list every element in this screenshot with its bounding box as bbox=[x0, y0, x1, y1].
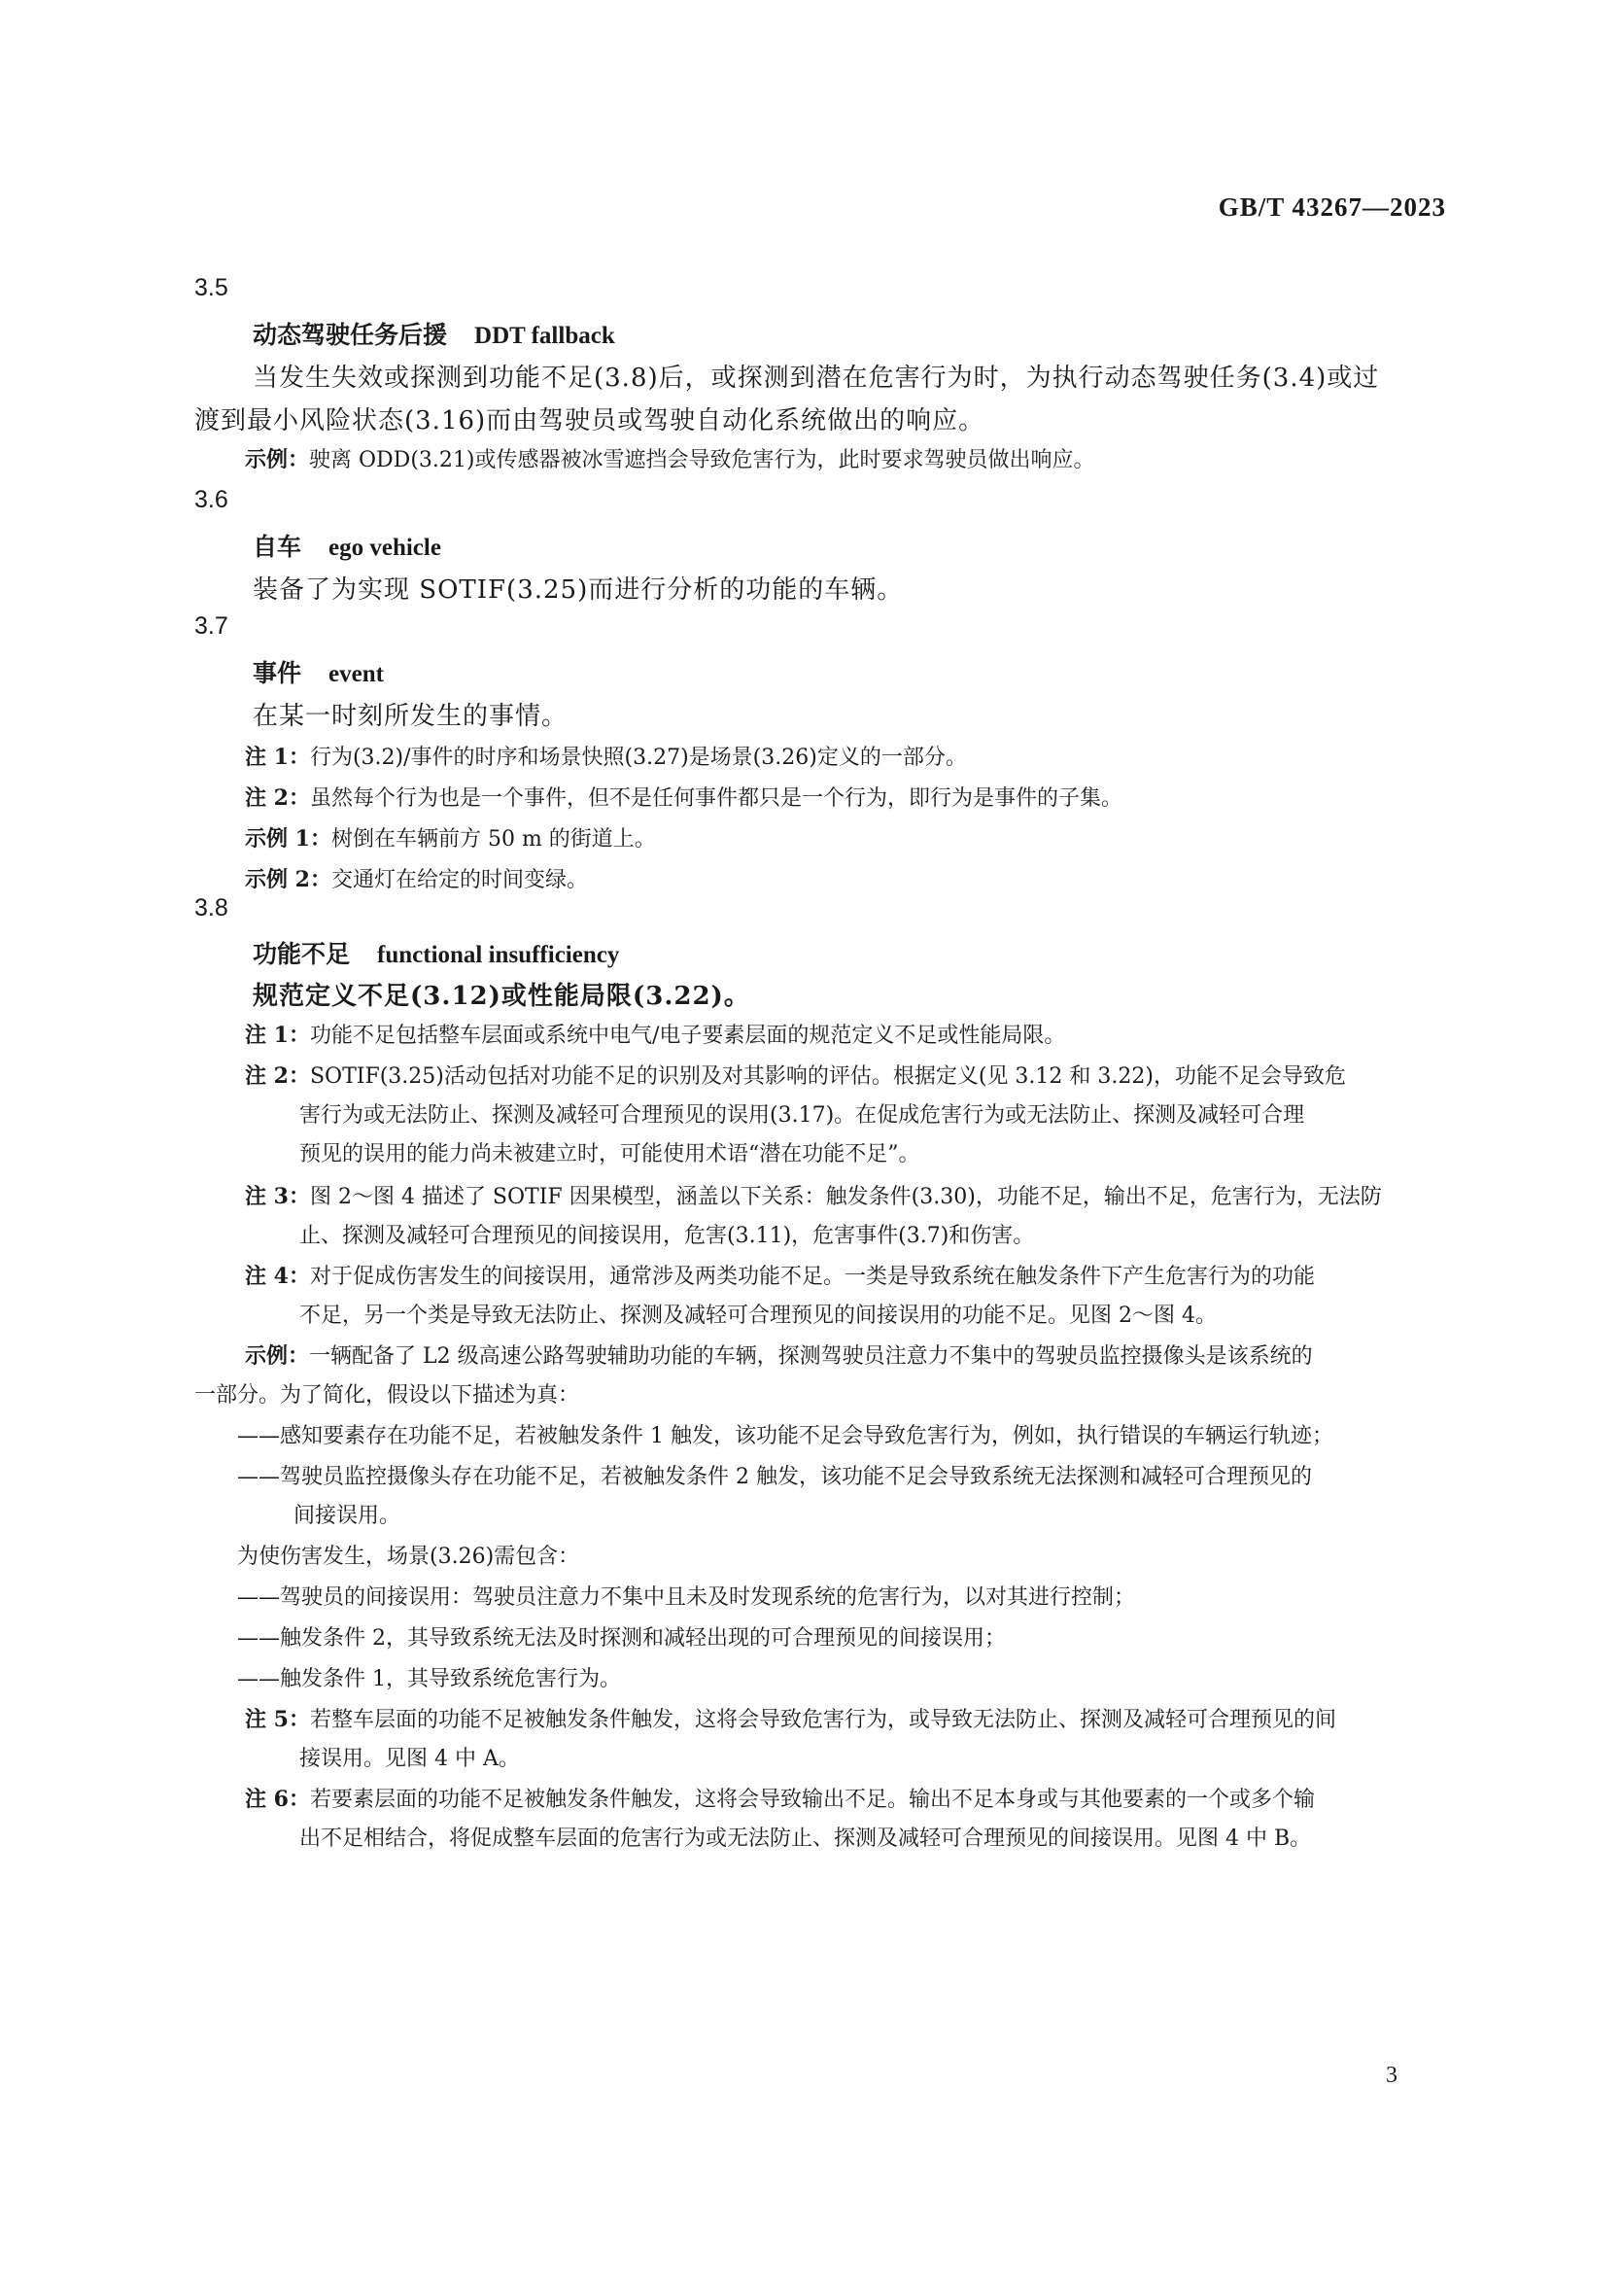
note-text: 若要素层面的功能不足被触发条件触发，这将会导致输出不足。输出不足本身或与其他要素的一个或多个输 bbox=[309, 1788, 1315, 1812]
definition-line: 当发生失效或探测到功能不足(3.8)后，或探测到潜在危害行为时，为执行动态驾驶任务(3.4)或过 bbox=[253, 364, 1380, 393]
clause-number: 3.6 bbox=[194, 486, 228, 513]
note-text: 预见的误用的能力尚未被建立时，可能使用术语“潜在功能不足”。 bbox=[299, 1142, 920, 1166]
term-cn: 功能不足 bbox=[253, 940, 351, 968]
note-text: 接误用。见图 4 中 A。 bbox=[299, 1747, 520, 1771]
term-en: DDT fallback bbox=[474, 323, 615, 349]
note-text: 一辆配备了 L2 级高速公路驾驶辅助功能的车辆，探测驾驶员注意力不集中的驾驶员监控摄像头是该系统的 bbox=[309, 1344, 1313, 1369]
note-label: 注 6： bbox=[245, 1787, 310, 1812]
definition-line: 装备了为实现 SOTIF(3.25)而进行分析的功能的车辆。 bbox=[253, 575, 904, 605]
term-heading bbox=[253, 935, 619, 970]
term-en: ego vehicle bbox=[328, 535, 441, 561]
note bbox=[245, 1180, 1382, 1210]
list-item: ——驾驶员的间接误用：驾驶员注意力不集中且未及时发现系统的危害行为，以对其进行控制； bbox=[237, 1585, 1136, 1610]
term-heading bbox=[253, 316, 615, 351]
term-en: functional insufficiency bbox=[377, 942, 620, 968]
note-text: 止、探测及减轻可合理预见的间接误用，危害(3.11)，危害事件(3.7)和伤害。 bbox=[299, 1224, 1035, 1248]
note-text: 为使伤害发生，场景(3.26)需包含： bbox=[237, 1545, 580, 1569]
note-label: 示例： bbox=[245, 1343, 310, 1369]
note-label: 注 5： bbox=[245, 1707, 310, 1732]
note-label: 示例 2： bbox=[245, 867, 331, 892]
term-cn: 动态驾驶任务后援 bbox=[253, 321, 448, 349]
note-text: 交通灯在给定的时间变绿。 bbox=[330, 868, 588, 892]
note-text: SOTIF(3.25)活动包括对功能不足的识别及对其影响的评估。根据定义(见 3.12 和 3.22)，功能不足会导致危 bbox=[309, 1064, 1346, 1089]
note bbox=[245, 1060, 1346, 1090]
note-text: 功能不足包括整车层面或系统中电气/电子要素层面的规范定义不足或性能局限。 bbox=[309, 1024, 1066, 1048]
note-label: 注 4： bbox=[245, 1264, 310, 1289]
note-label: 注 1： bbox=[245, 745, 310, 770]
note-label: 示例： bbox=[245, 447, 310, 472]
note-text: 出不足相结合，将促成整车层面的危害行为或无法防止、探测及减轻可合理预见的间接误用。见图 4 中 B。 bbox=[299, 1826, 1312, 1851]
note-label: 注 3： bbox=[245, 1184, 310, 1209]
list-item: ——触发条件 2，其导致系统无法及时探测和减轻出现的可合理预见的间接误用； bbox=[237, 1626, 1006, 1651]
example-note bbox=[245, 443, 1094, 473]
list-item: ——触发条件 1，其导致系统危害行为。 bbox=[237, 1667, 621, 1691]
example-note bbox=[245, 1339, 1313, 1370]
note-text: 驶离 ODD(3.21)或传感器被冰雪遮挡会导致危害行为，此时要求驾驶员做出响应。 bbox=[309, 448, 1095, 472]
note-text: 行为(3.2)/事件的时序和场景快照(3.27)是场景(3.26)定义的一部分。 bbox=[309, 746, 967, 770]
note-text: 对于促成伤害发生的间接误用，通常涉及两类功能不足。一类是导致系统在触发条件下产生危害行为的功能 bbox=[309, 1265, 1315, 1289]
note-text: 树倒在车辆前方 50 m 的街道上。 bbox=[330, 827, 656, 852]
clause-number: 3.8 bbox=[194, 894, 228, 922]
note-text: 图 2～图 4 描述了 SOTIF 因果模型，涵盖以下关系：触发条件(3.30)，功能不足，输出不足，危害行为，无法防 bbox=[309, 1185, 1382, 1209]
term-heading bbox=[253, 654, 384, 689]
term-cn: 事件 bbox=[253, 659, 302, 687]
note-text: 害行为或无法防止、探测及减轻可合理预见的误用(3.17)。在促成危害行为或无法防止、探测及减轻可合理 bbox=[299, 1103, 1305, 1128]
note-text: 一部分。为了简化，假设以下描述为真： bbox=[194, 1383, 580, 1408]
note-label: 注 2： bbox=[245, 1063, 310, 1089]
note-label: 示例 1： bbox=[245, 826, 331, 852]
note-text: 不足，另一个类是导致无法防止、探测及减轻可合理预见的间接误用的功能不足。见图 2～图 4。 bbox=[299, 1304, 1217, 1328]
term-en: event bbox=[328, 661, 384, 687]
clause-number: 3.5 bbox=[194, 274, 228, 301]
list-item: ——感知要素存在功能不足，若被触发条件 1 触发，该功能不足会导致危害行为，例如，执行错误的车辆运行轨迹； bbox=[237, 1424, 1333, 1448]
list-item: 间接误用。 bbox=[293, 1504, 401, 1528]
note bbox=[245, 741, 967, 771]
note bbox=[245, 1783, 1315, 1813]
note bbox=[245, 1260, 1315, 1290]
list-item: ——驾驶员监控摄像头存在功能不足，若被触发条件 2 触发，该功能不足会导致系统无法探测和减轻可合理预见的 bbox=[237, 1465, 1312, 1489]
note-label: 注 2： bbox=[245, 785, 310, 811]
note-text: 若整车层面的功能不足被触发条件触发，这将会导致危害行为，或导致无法防止、探测及减轻可合理预见的间 bbox=[309, 1708, 1336, 1732]
note bbox=[245, 782, 1122, 812]
definition-line: 在某一时刻所发生的事情。 bbox=[253, 702, 569, 731]
term-cn: 自车 bbox=[253, 533, 302, 561]
definition-line: 渡到最小风险状态(3.16)而由驾驶员或驾驶自动化系统做出的响应。 bbox=[194, 406, 985, 435]
note-label: 注 1： bbox=[245, 1023, 310, 1048]
example-note bbox=[245, 863, 588, 893]
term-heading bbox=[253, 528, 441, 563]
definition-line: 规范定义不足(3.12)或性能局限(3.22)。 bbox=[253, 982, 750, 1011]
note bbox=[245, 1019, 1065, 1049]
page-number: 3 bbox=[1386, 2063, 1397, 2088]
note-text: 虽然每个行为也是一个事件，但不是任何事件都只是一个行为，即行为是事件的子集。 bbox=[309, 786, 1122, 811]
standard-number: GB/T 43267—2023 bbox=[1218, 192, 1446, 222]
note bbox=[245, 1703, 1336, 1733]
example-note bbox=[245, 822, 656, 852]
clause-number: 3.7 bbox=[194, 612, 228, 640]
